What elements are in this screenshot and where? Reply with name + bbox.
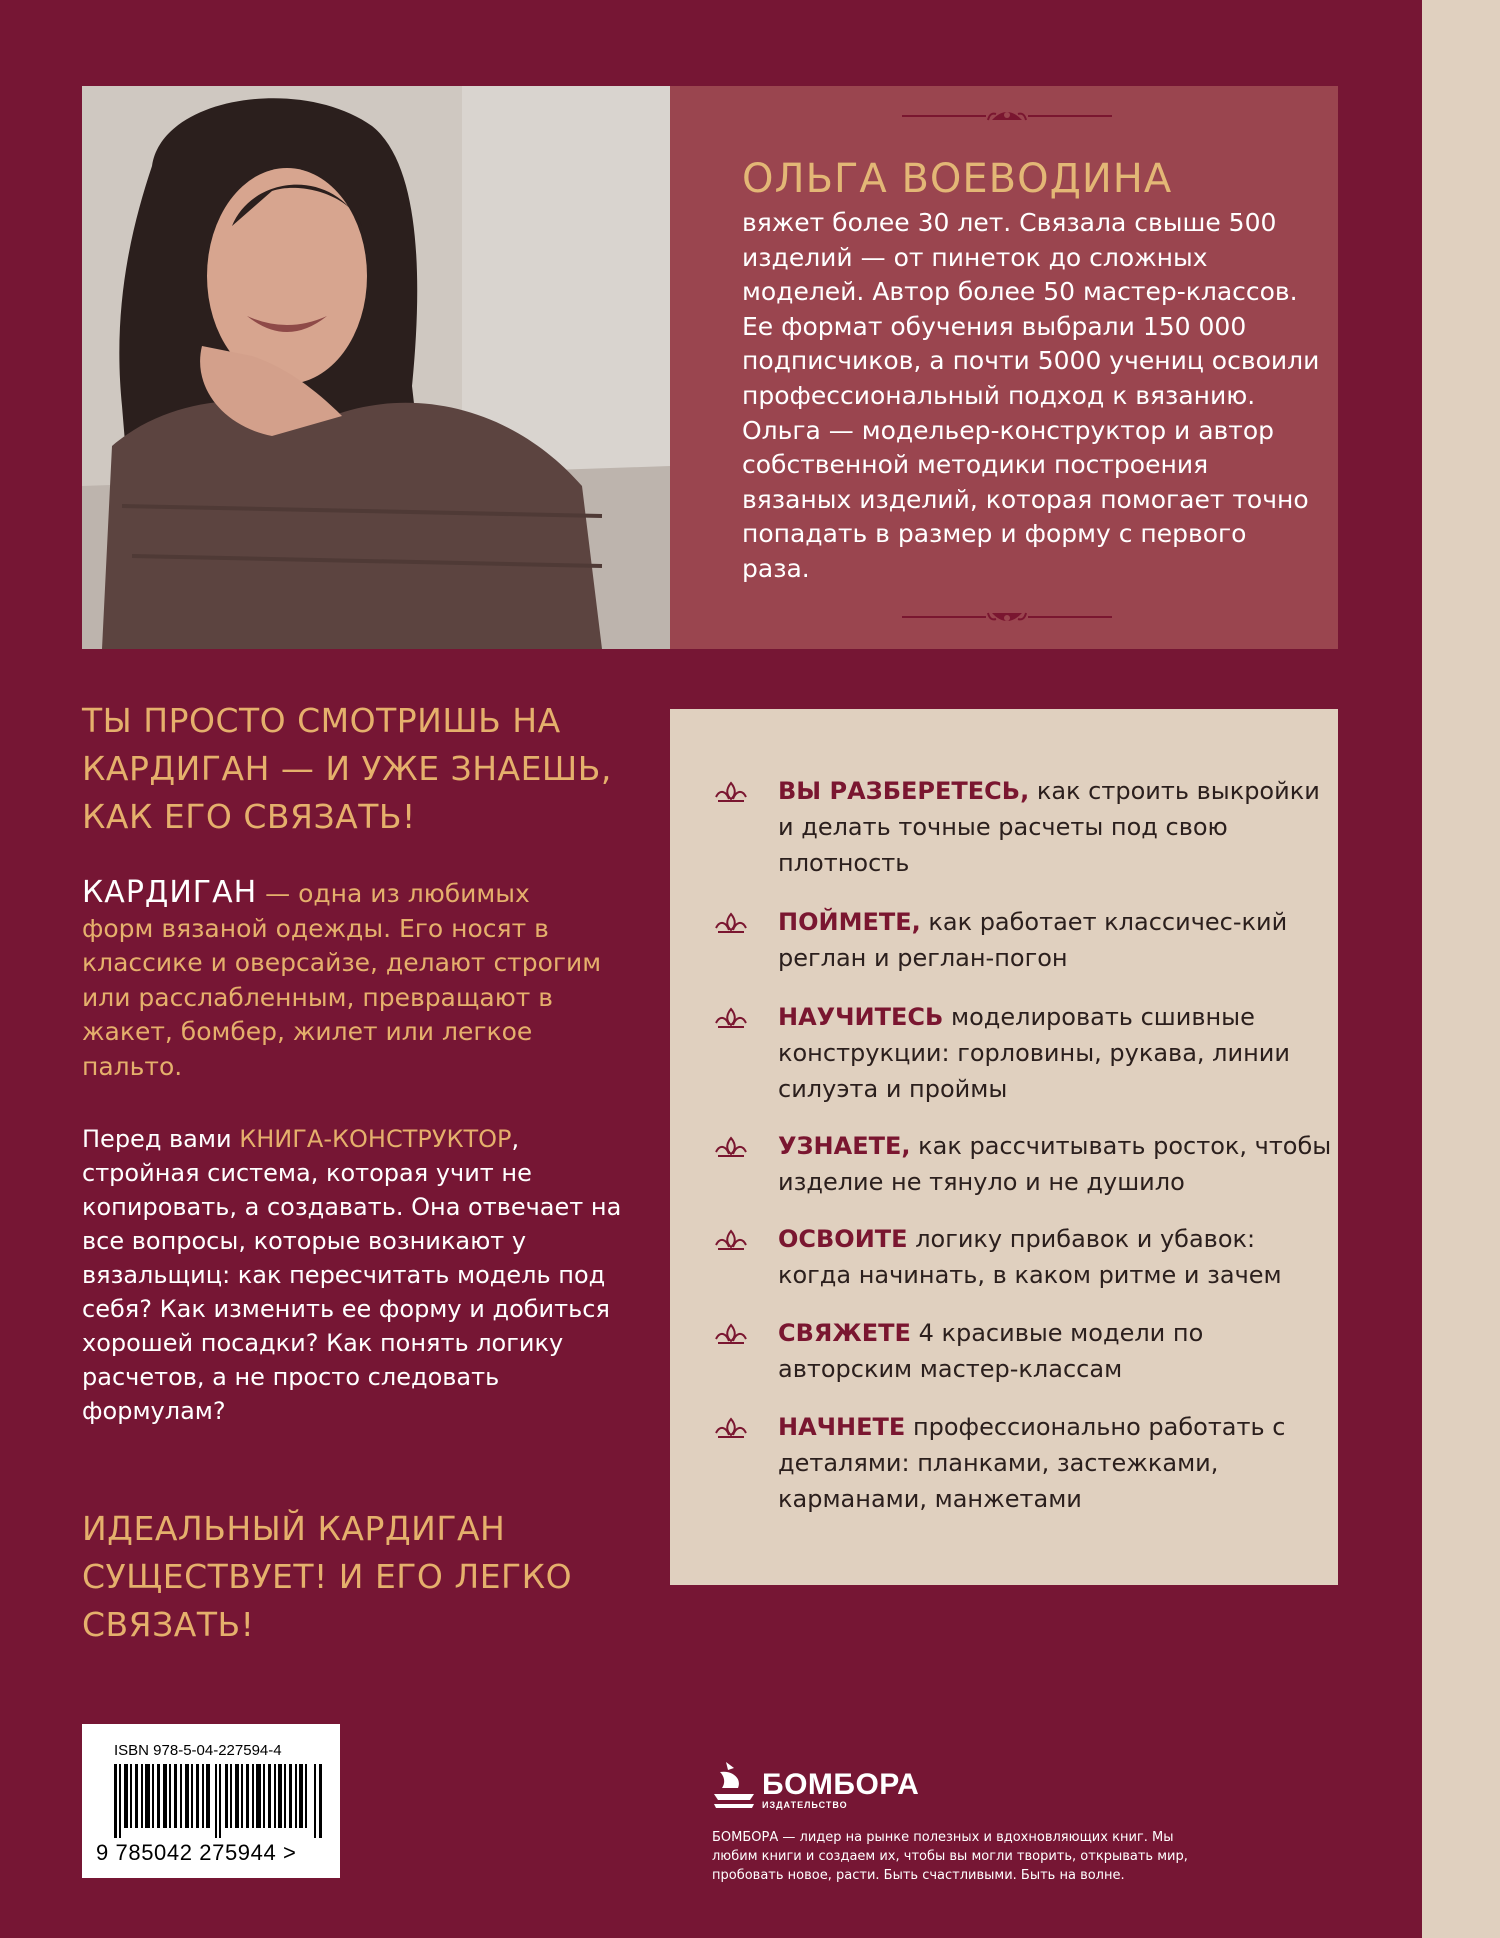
- benefit-key: СВЯЖЕТЕ: [778, 1319, 911, 1347]
- benefit-key: НАУЧИТЕСЬ: [778, 1003, 944, 1031]
- publisher-subtitle: ИЗДАТЕЛЬСТВО: [762, 1800, 848, 1810]
- author-name: ОЛЬГА ВОЕВОДИНА: [742, 156, 1173, 202]
- headline: ТЫ ПРОСТО СМОТРИШЬ НА КАРДИГАН — И УЖЕ ЗНАЕШЬ, КАК ЕГО СВЯЗАТЬ!: [82, 701, 612, 836]
- benefit-key: ВЫ РАЗБЕРЕТЕСЬ,: [778, 777, 1030, 805]
- benefit-text: моделировать сшивные конструкции: горловины, рукава, линии силуэта и проймы: [778, 1003, 1290, 1103]
- benefit-text: как работает классичес-кий реглан и реглан-погон: [778, 908, 1288, 972]
- benefit-key: ОСВОИТЕ: [778, 1225, 908, 1253]
- benefit-text: как рассчитывать росток, чтобы изделие не тянуло и не душило: [778, 1132, 1332, 1196]
- lotus-bullet-icon: [712, 781, 750, 803]
- isbn-block: [82, 1724, 340, 1878]
- barcode: [114, 1764, 324, 1838]
- benefit-key: НАЧНЕТЕ: [778, 1413, 906, 1441]
- publisher-name: БОМБОРА: [762, 1768, 920, 1801]
- isbn-label: ISBN 978-5-04-227594-4: [114, 1742, 282, 1759]
- publisher-logo: [712, 1760, 1192, 1810]
- book-spine: [1422, 0, 1500, 1938]
- body-highlight: КНИГА-КОНСТРУКТОР: [239, 1125, 512, 1153]
- barcode-digits: 9 785042 275944 >: [96, 1840, 297, 1865]
- benefit-key: ПОЙМЕТЕ,: [778, 908, 921, 936]
- benefit-text: логику прибавок и убавок: когда начинать, в каком ритме и зачем: [778, 1225, 1282, 1289]
- benefit-key: УЗНАЕТЕ,: [778, 1132, 911, 1160]
- benefit-text: профессионально работать с деталями: планками, застежками, карманами, манжетами: [778, 1413, 1286, 1513]
- body-text-start: Перед вами: [82, 1125, 240, 1153]
- publisher-description: БОМБОРА — лидер на рынке полезных и вдохновляющих книг. Мы любим книги и создаем их, чтобы вы могли творить, открывать мир, пробовать новое, расти. Быть счастливыми. Быть на волне.: [712, 1830, 1188, 1883]
- body-text-end: , стройная система, которая учит не копировать, а создавать. Она отвечает на все вопросы, которые возникают у вязальщиц: как пересчитать модель под себя? Как изменить ее форму и добиться хорошей посадки? Как понять логику расчетов, а не просто следовать формулам?: [82, 1125, 622, 1425]
- closing-slogan: ИДЕАЛЬНЫЙ КАРДИГАН СУЩЕСТВУЕТ! И ЕГО ЛЕГКО СВЯЗАТЬ!: [82, 1509, 573, 1644]
- lotus-bullet-icon: [712, 1007, 750, 1029]
- benefit-text: как строить выкройки и делать точные расчеты под свою плотность: [778, 777, 1320, 877]
- publisher-block: [712, 1760, 1192, 1885]
- lotus-bullet-icon: [712, 1229, 750, 1251]
- lotus-bullet-icon: [712, 1323, 750, 1345]
- publisher-logo-icon: [712, 1760, 756, 1810]
- lotus-bullet-icon: [712, 1417, 750, 1439]
- author-photo: [82, 86, 670, 649]
- ornament-divider-bottom: [902, 607, 1112, 627]
- intro-text: — одна из любимых форм вязаной одежды. Его носят в классике и оверсайзе, делают строгим или расслабленным, превращают в жакет, бомбер, жилет или легкое пальто.: [82, 879, 602, 1081]
- intro-lead: КАРДИГАН: [82, 875, 258, 910]
- lotus-bullet-icon: [712, 912, 750, 934]
- ornament-divider-top: [902, 106, 1112, 126]
- benefit-text: 4 красивые модели по авторским мастер-классам: [778, 1319, 1204, 1383]
- lotus-bullet-icon: [712, 1136, 750, 1158]
- author-bio: вяжет более 30 лет. Связала свыше 500 изделий — от пинеток до сложных моделей. Автор более 50 мастер-классов. Ее формат обучения выбрали 150 000 подписчиков, а почти 5000 учениц освоили профессиональный подход к вязанию. Ольга — модельер-конструктор и автор собственной методики построения вязаных изделий, которая помогает точно попадать в размер и форму с первого раза.: [742, 208, 1320, 583]
- benefits-panel: [670, 709, 1338, 1585]
- body-paragraph: [82, 1122, 622, 1428]
- author-bio-panel: [670, 86, 1338, 649]
- intro-paragraph: [82, 876, 602, 1084]
